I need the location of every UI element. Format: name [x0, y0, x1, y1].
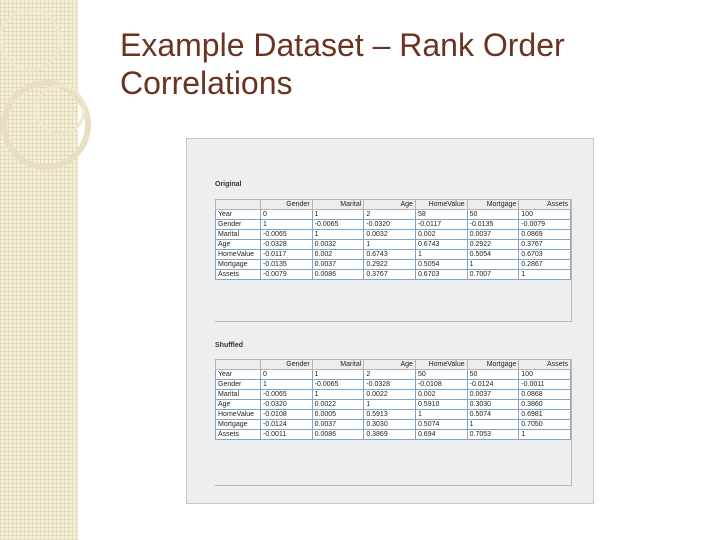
table-cell[interactable]: 1: [415, 410, 467, 420]
table-cell[interactable]: 1: [261, 220, 313, 230]
table-row: [216, 370, 571, 380]
table-cell[interactable]: -0.0108: [261, 410, 313, 420]
table-cell[interactable]: 1: [312, 390, 364, 400]
table-cell[interactable]: 50: [467, 370, 519, 380]
column-header[interactable]: Marital: [312, 360, 364, 370]
table-cell[interactable]: 0.6981: [519, 410, 571, 420]
table-cell[interactable]: 0.0037: [467, 230, 519, 240]
table-row: [216, 430, 571, 440]
table-cell[interactable]: -0.0065: [261, 390, 313, 400]
table-cell[interactable]: 0.0869: [519, 230, 571, 240]
table-cell[interactable]: 1: [519, 430, 571, 440]
table-cell[interactable]: 1: [312, 370, 364, 380]
table-row: [216, 210, 571, 220]
row-label-cell[interactable]: Gender: [216, 380, 261, 390]
column-header[interactable]: HomeValue: [415, 200, 467, 210]
table-cell[interactable]: 0.3030: [364, 420, 416, 430]
column-header[interactable]: Assets: [519, 200, 571, 210]
row-label-cell[interactable]: Age: [216, 240, 261, 250]
table-row: [216, 390, 571, 400]
table-cell[interactable]: 0.2922: [467, 240, 519, 250]
table-cell[interactable]: 0.0868: [519, 390, 571, 400]
table-row: [216, 270, 571, 280]
table-cell[interactable]: 50: [415, 370, 467, 380]
table-cell[interactable]: 0.5054: [415, 260, 467, 270]
slide-title: Example Dataset – Rank Order Correlations: [120, 27, 565, 101]
row-label-cell[interactable]: Gender: [216, 220, 261, 230]
column-header[interactable]: Marital: [312, 200, 364, 210]
table-row: [216, 420, 571, 430]
table-cell[interactable]: 0.0037: [312, 260, 364, 270]
table-cell[interactable]: 0.3030: [467, 400, 519, 410]
table-row: [216, 250, 571, 260]
table-cell[interactable]: 0.0032: [312, 240, 364, 250]
table-cell[interactable]: 0.002: [415, 230, 467, 240]
table-cell[interactable]: 0.3767: [519, 240, 571, 250]
table-cell[interactable]: -0.0117: [261, 250, 313, 260]
table-cell[interactable]: -0.0065: [312, 220, 364, 230]
original-section-label: Original: [215, 181, 242, 188]
table-cell[interactable]: 1: [519, 270, 571, 280]
row-label-cell[interactable]: HomeValue: [216, 250, 261, 260]
table-cell[interactable]: 0.5913: [364, 410, 416, 420]
table-cell[interactable]: 0.0037: [312, 420, 364, 430]
table-cell[interactable]: 0.0086: [312, 270, 364, 280]
table-cell[interactable]: 0.3869: [364, 430, 416, 440]
table-cell[interactable]: 1: [364, 240, 416, 250]
row-label-cell[interactable]: Assets: [216, 270, 261, 280]
table-cell[interactable]: -0.0079: [519, 220, 571, 230]
results-screenshot: [186, 138, 594, 504]
table-cell[interactable]: -0.0065: [261, 230, 313, 240]
table-cell[interactable]: -0.0117: [415, 220, 467, 230]
table-cell[interactable]: 1: [261, 380, 313, 390]
table-row: [216, 400, 571, 410]
column-header[interactable]: Assets: [519, 360, 571, 370]
table-cell[interactable]: -0.0328: [364, 380, 416, 390]
table-cell[interactable]: 0.2867: [519, 260, 571, 270]
table-cell[interactable]: -0.0065: [312, 380, 364, 390]
table-cell[interactable]: 1: [467, 420, 519, 430]
table-cell[interactable]: 2: [364, 370, 416, 380]
table-cell[interactable]: 0: [261, 210, 313, 220]
table-row: [216, 410, 571, 420]
table-cell[interactable]: 1: [364, 400, 416, 410]
table-cell[interactable]: 0.3860: [519, 400, 571, 410]
original-correlation-table: [215, 199, 571, 280]
row-label-cell[interactable]: Year: [216, 370, 261, 380]
shuffled-table-panel: [215, 359, 572, 486]
row-label-cell[interactable]: Age: [216, 400, 261, 410]
table-cell[interactable]: 0.002: [415, 390, 467, 400]
table-cell[interactable]: 0.5054: [467, 250, 519, 260]
table-cell[interactable]: 0.7053: [467, 430, 519, 440]
table-cell[interactable]: -0.0011: [519, 380, 571, 390]
table-cell[interactable]: -0.0320: [364, 220, 416, 230]
table-cell[interactable]: -0.0124: [467, 380, 519, 390]
table-header-row: [216, 360, 571, 370]
column-header[interactable]: Mortgage: [467, 360, 519, 370]
column-header[interactable]: [216, 200, 261, 210]
table-cell[interactable]: 1: [312, 210, 364, 220]
column-header[interactable]: Mortgage: [467, 200, 519, 210]
table-cell[interactable]: 0.6743: [364, 250, 416, 260]
table-cell[interactable]: 0.6703: [415, 270, 467, 280]
column-header[interactable]: Age: [364, 360, 416, 370]
table-cell[interactable]: 100: [519, 210, 571, 220]
table-cell[interactable]: 100: [519, 370, 571, 380]
shuffled-section-label: Shuffled: [215, 342, 243, 349]
table-cell[interactable]: 1: [312, 230, 364, 240]
table-cell[interactable]: 0.0032: [364, 230, 416, 240]
table-cell[interactable]: 0.0022: [364, 390, 416, 400]
column-header[interactable]: Gender: [261, 200, 313, 210]
row-label-cell[interactable]: Year: [216, 210, 261, 220]
decorative-circles: [0, 0, 130, 240]
table-cell[interactable]: 0.694: [415, 430, 467, 440]
original-table-panel: [215, 199, 572, 322]
shuffled-correlation-table: [215, 359, 571, 440]
column-header[interactable]: Age: [364, 200, 416, 210]
row-label-cell[interactable]: Mortgage: [216, 420, 261, 430]
column-header[interactable]: Gender: [261, 360, 313, 370]
table-cell[interactable]: 0.002: [312, 250, 364, 260]
table-cell[interactable]: 0.5074: [467, 410, 519, 420]
table-cell[interactable]: 1: [415, 250, 467, 260]
table-cell[interactable]: -0.0079: [261, 270, 313, 280]
table-cell[interactable]: 1: [467, 260, 519, 270]
table-cell[interactable]: 50: [467, 210, 519, 220]
table-cell[interactable]: -0.0135: [261, 260, 313, 270]
column-header[interactable]: HomeValue: [415, 360, 467, 370]
table-cell[interactable]: 0.2922: [364, 260, 416, 270]
table-row: [216, 380, 571, 390]
table-cell[interactable]: 0.6743: [415, 240, 467, 250]
table-cell[interactable]: -0.0124: [261, 420, 313, 430]
table-cell[interactable]: 0.3767: [364, 270, 416, 280]
table-cell[interactable]: -0.0320: [261, 400, 313, 410]
table-cell[interactable]: -0.0135: [467, 220, 519, 230]
table-cell[interactable]: 0.6703: [519, 250, 571, 260]
table-row: [216, 220, 571, 230]
table-cell[interactable]: 0.0022: [312, 400, 364, 410]
table-cell[interactable]: -0.0011: [261, 430, 313, 440]
table-row: [216, 260, 571, 270]
row-label-cell[interactable]: Marital: [216, 230, 261, 240]
table-cell[interactable]: 0.0005: [312, 410, 364, 420]
table-header-row: [216, 200, 571, 210]
table-cell[interactable]: -0.0108: [415, 380, 467, 390]
row-label-cell[interactable]: HomeValue: [216, 410, 261, 420]
table-cell[interactable]: 58: [415, 210, 467, 220]
table-row: [216, 230, 571, 240]
table-cell[interactable]: -0.0328: [261, 240, 313, 250]
table-cell[interactable]: 0.5074: [415, 420, 467, 430]
table-cell[interactable]: 0: [261, 370, 313, 380]
row-label-cell[interactable]: Assets: [216, 430, 261, 440]
row-label-cell[interactable]: Marital: [216, 390, 261, 400]
table-row: [216, 240, 571, 250]
table-cell[interactable]: 2: [364, 210, 416, 220]
table-cell[interactable]: 0.5910: [415, 400, 467, 410]
row-label-cell[interactable]: Mortgage: [216, 260, 261, 270]
column-header[interactable]: [216, 360, 261, 370]
table-cell[interactable]: 0.0086: [312, 430, 364, 440]
table-cell[interactable]: 0.0037: [467, 390, 519, 400]
table-cell[interactable]: 0.7050: [519, 420, 571, 430]
table-cell[interactable]: 0.7007: [467, 270, 519, 280]
